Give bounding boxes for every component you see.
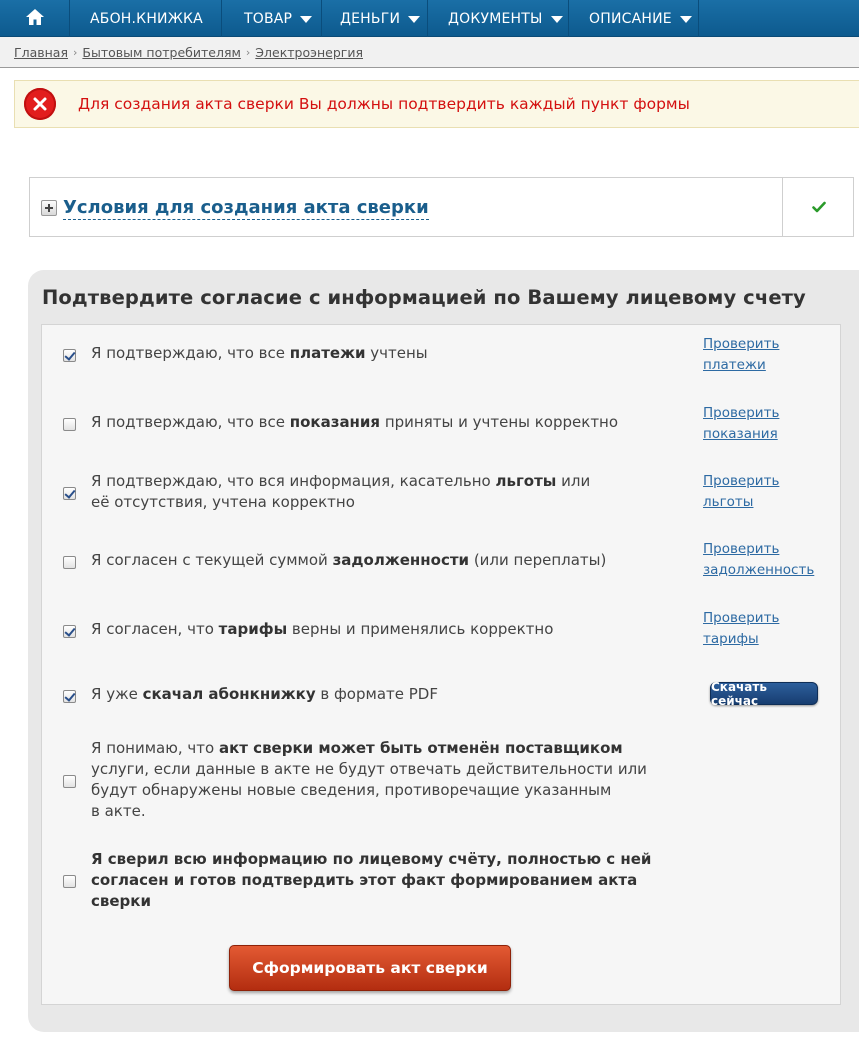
- check-tariffs-link[interactable]: Проверить тарифы: [703, 610, 780, 647]
- create-act-button[interactable]: Сформировать акт сверки: [229, 945, 511, 991]
- checkbox-debt[interactable]: [63, 556, 76, 569]
- checkbox-tariffs[interactable]: [63, 625, 76, 638]
- green-check-icon: [812, 201, 826, 213]
- confirm-text: Я подтверждаю, что все платежи учтены: [91, 344, 428, 362]
- nav-label: ТОВАР: [244, 10, 293, 27]
- confirm-row-debt: [42, 541, 840, 590]
- breadcrumb: [0, 37, 859, 68]
- nav-label: ДОКУМЕНТЫ: [448, 10, 543, 27]
- error-x-icon: [24, 88, 56, 120]
- nav-label: ДЕНЬГИ: [340, 10, 401, 27]
- alert-message: Для создания акта сверки Вы должны подтвердить каждый пункт формы: [78, 95, 690, 113]
- confirm-row-benefits: [42, 471, 840, 515]
- confirm-text: Я понимаю, что акт сверки может быть отменён поставщиком услуги, если данные в акте не будут отвечать действительности или будут обнаружены новые сведения, противоречащие указанным в акте.: [91, 739, 647, 820]
- nav-label: ОПИСАНИЕ: [589, 10, 672, 27]
- chevron-down-icon: [551, 16, 563, 23]
- breadcrumb-separator-icon: ›: [73, 45, 78, 59]
- confirm-text: Я согласен, что тарифы верны и применялись корректно: [91, 620, 554, 638]
- chevron-down-icon: [300, 16, 312, 23]
- chevron-down-icon: [408, 16, 420, 23]
- check-payments-link[interactable]: Проверить платежи: [703, 336, 780, 373]
- conditions-toggle-link[interactable]: Условия для создания акта сверки: [63, 197, 429, 218]
- download-now-button[interactable]: Скачать сейчас: [710, 682, 818, 705]
- breadcrumb-home[interactable]: Главная: [14, 44, 68, 60]
- breadcrumb-household[interactable]: Бытовым потребителям: [82, 44, 241, 60]
- confirm-row-readings: [42, 405, 840, 452]
- error-alert: [14, 80, 859, 128]
- nav-home[interactable]: [0, 0, 70, 37]
- confirm-row-cancellation: [42, 738, 840, 824]
- nav-abon-knizhka[interactable]: [70, 0, 222, 37]
- nav-tovar[interactable]: [222, 0, 322, 37]
- confirm-row-tariffs: [42, 610, 840, 659]
- confirm-text: Я подтверждаю, что все показания приняты и учтены корректно: [91, 413, 619, 431]
- confirmation-list: [41, 324, 841, 1005]
- checkbox-cancellation[interactable]: [63, 775, 76, 788]
- checkbox-payments[interactable]: [63, 349, 76, 362]
- top-nav: [0, 0, 859, 37]
- breadcrumb-separator-icon: ›: [245, 45, 251, 59]
- nav-opisanie[interactable]: [569, 0, 699, 37]
- breadcrumb-electricity[interactable]: Электроэнергия: [255, 44, 363, 60]
- confirm-text: Я уже скачал абонкнижку в формате PDF: [91, 685, 438, 703]
- check-readings-link[interactable]: Проверить показания: [703, 405, 780, 442]
- conditions-status: [782, 178, 854, 236]
- confirm-text: Я согласен с текущей суммой задолженности (или переплаты): [91, 551, 607, 569]
- confirmation-panel: [28, 270, 859, 1032]
- checkbox-benefits[interactable]: [63, 487, 76, 500]
- confirm-row-download: [42, 679, 840, 714]
- check-debt-link[interactable]: Проверить задолженность: [703, 541, 815, 578]
- chevron-down-icon: [680, 16, 692, 23]
- check-benefits-link[interactable]: Проверить льготы: [703, 473, 780, 510]
- confirm-text: Я подтверждаю, что вся информация, касательно льготы или её отсутствия, учтена корректно: [91, 472, 591, 511]
- conditions-box: [29, 177, 854, 237]
- checkbox-downloaded[interactable]: [63, 690, 76, 703]
- checkbox-final-agreement[interactable]: [63, 875, 76, 888]
- home-icon: [25, 7, 45, 31]
- nav-dengi[interactable]: [322, 0, 428, 37]
- panel-title: Подтвердите согласие с информацией по Вашему лицевому счету: [42, 286, 806, 309]
- confirm-row-final: [42, 849, 840, 913]
- expand-plus-icon[interactable]: [41, 200, 57, 216]
- confirm-text: Я сверил всю информацию по лицевому счёту, полностью с ней согласен и готов подтвердить этот факт формированием акта сверки: [91, 850, 652, 910]
- nav-dokumenty[interactable]: [428, 0, 569, 37]
- confirm-row-payments: [42, 336, 840, 383]
- checkbox-readings[interactable]: [63, 418, 76, 431]
- nav-label: АБОН.КНИЖКА: [90, 10, 203, 27]
